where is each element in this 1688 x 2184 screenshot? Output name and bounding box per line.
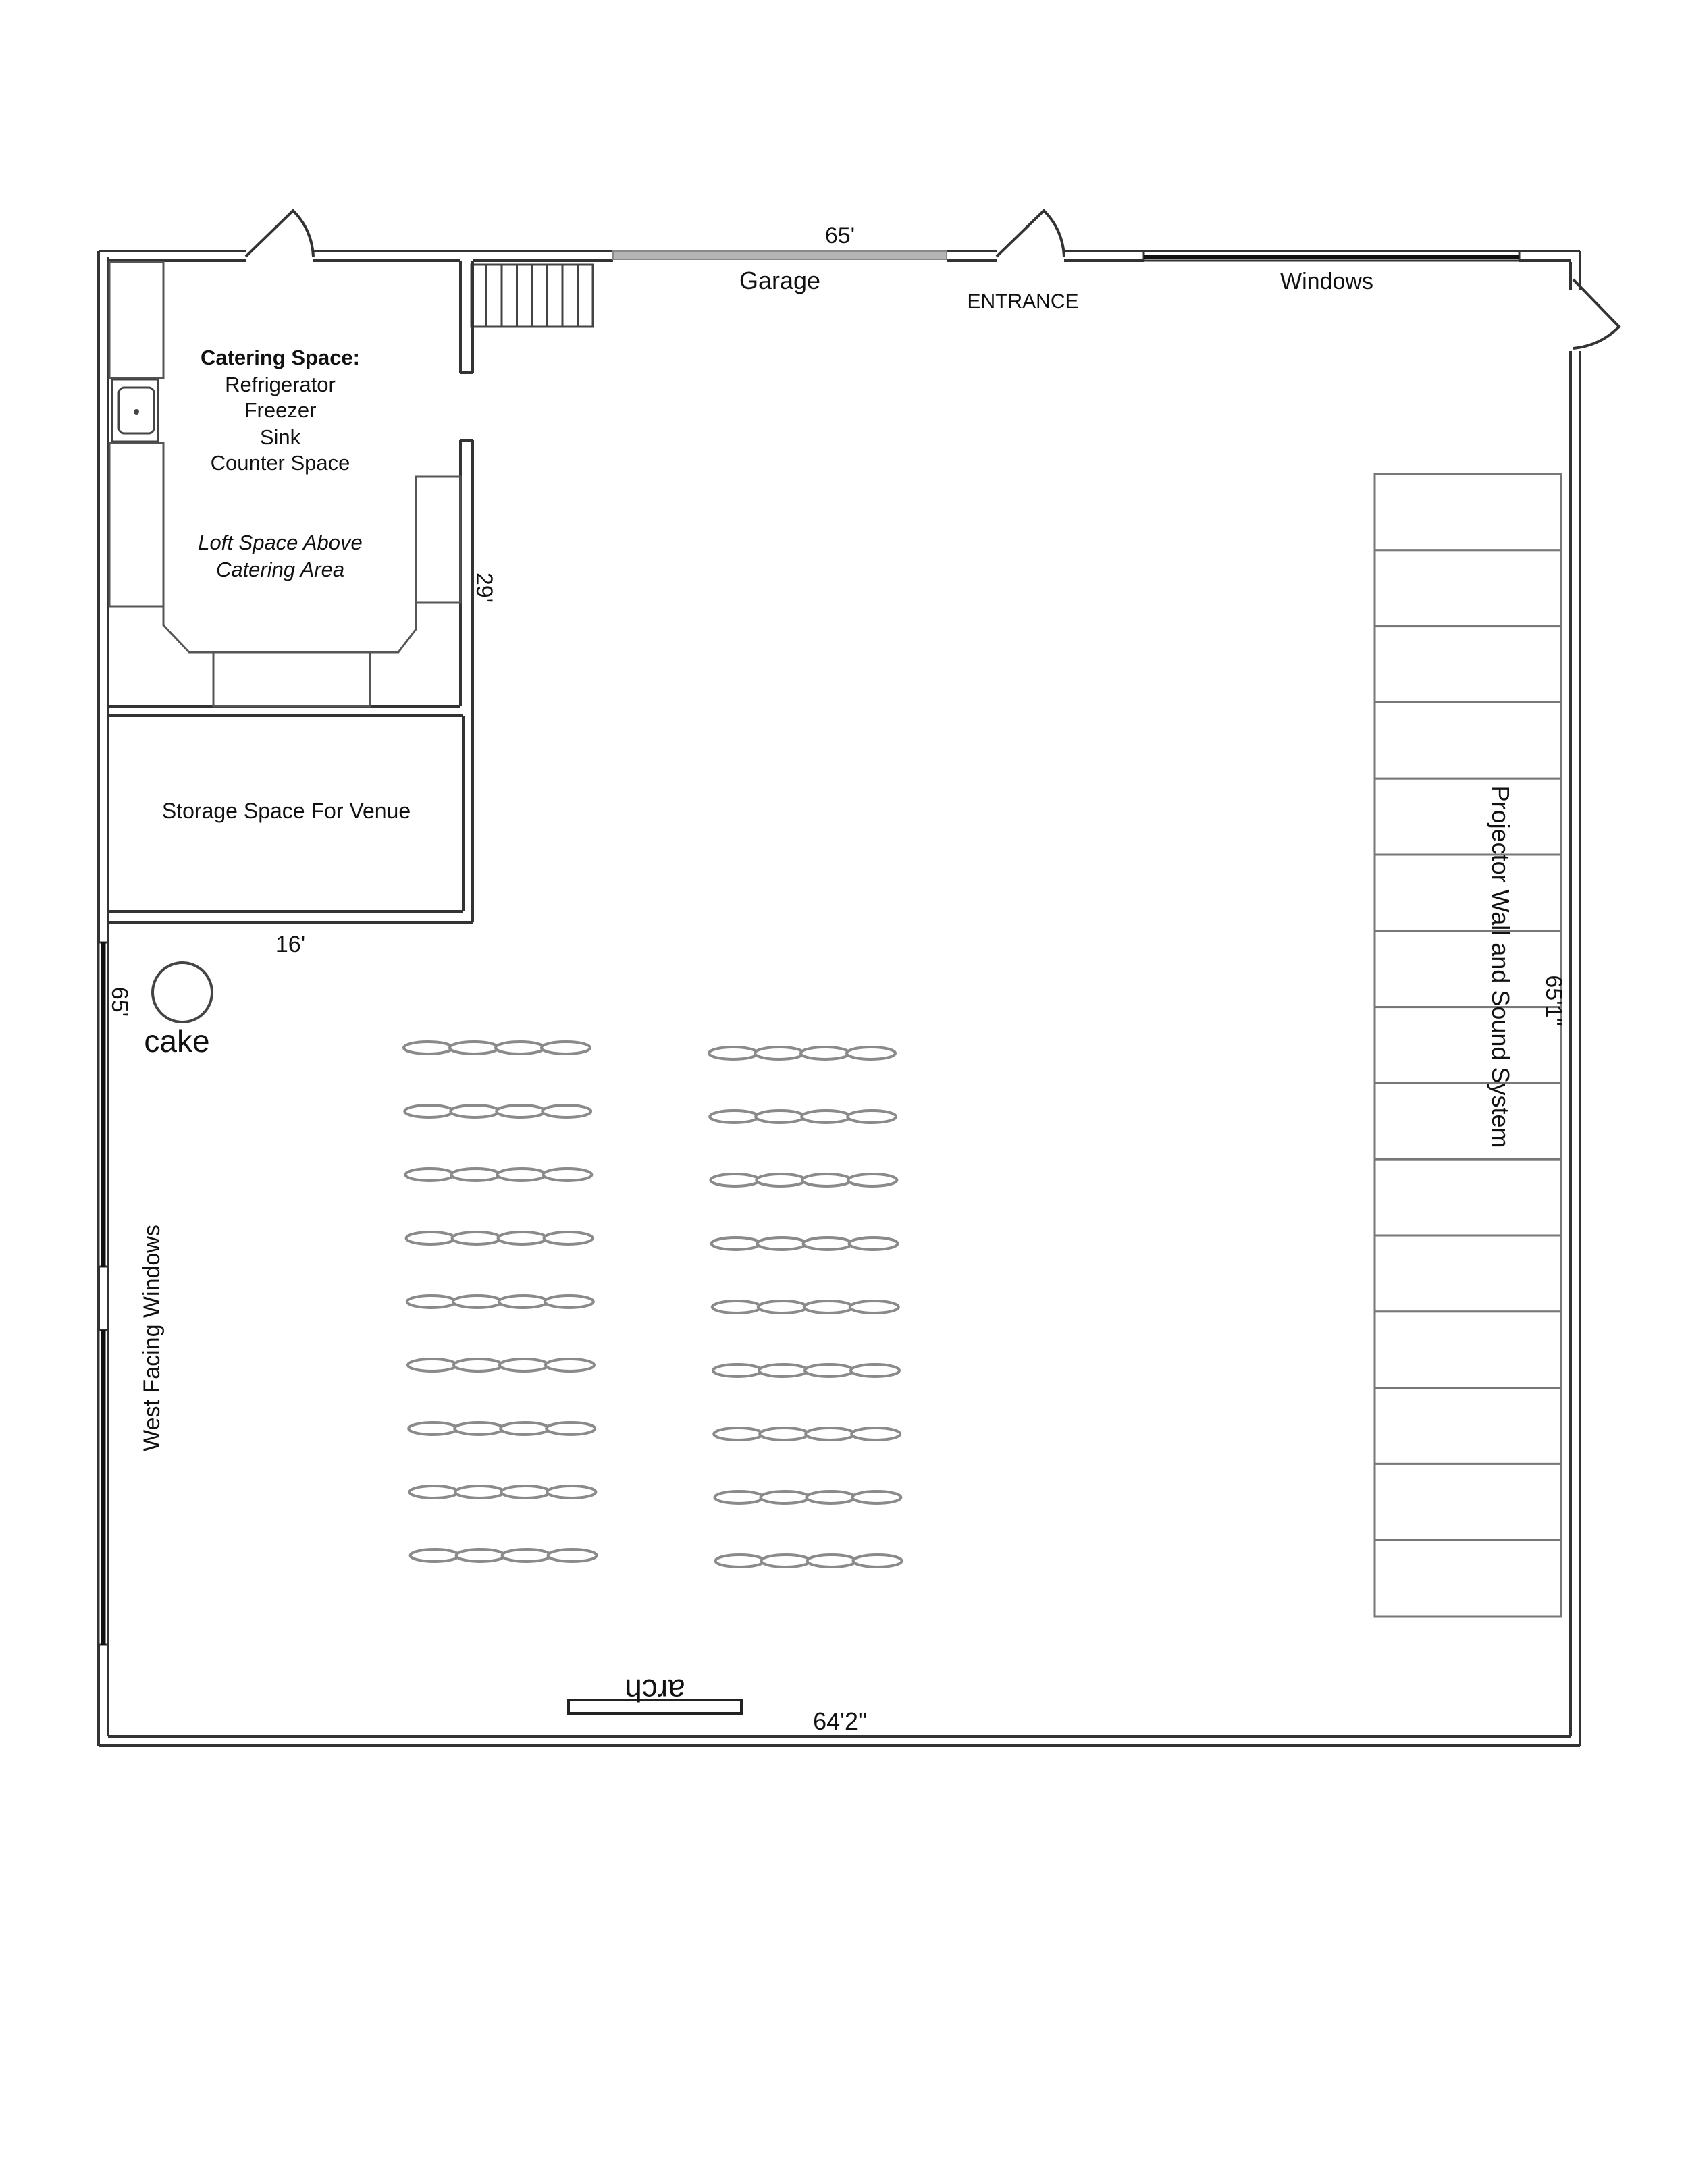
- projector-panel: [1375, 1007, 1561, 1084]
- door-icon: [246, 211, 313, 257]
- chair: [806, 1428, 854, 1440]
- chair: [710, 1111, 758, 1123]
- chair: [544, 1232, 593, 1244]
- chair: [714, 1491, 763, 1503]
- chair: [714, 1428, 762, 1440]
- chair: [804, 1301, 853, 1313]
- sink-icon: [112, 379, 158, 442]
- arch-label: arch: [625, 1673, 685, 1708]
- catering-item: Sink: [259, 425, 301, 449]
- chair: [450, 1042, 498, 1054]
- garage-label: Garage: [739, 267, 821, 294]
- chair: [758, 1301, 807, 1313]
- projector-wall: [1375, 474, 1561, 1616]
- storage-label: Storage Space For Venue: [161, 799, 411, 823]
- chair: [710, 1174, 759, 1186]
- west-windows-label: West Facing Windows: [139, 1225, 165, 1451]
- loft-label-line2: Catering Area: [215, 558, 345, 581]
- chair: [762, 1555, 810, 1567]
- projector-panel: [1375, 702, 1561, 778]
- catering-item: Freezer: [244, 398, 317, 422]
- chair: [542, 1105, 591, 1117]
- projector-label: Projector Wall and Sound System: [1487, 785, 1514, 1148]
- top-dimension-label: 65': [824, 223, 855, 248]
- chair: [760, 1491, 809, 1503]
- chair: [405, 1169, 454, 1181]
- bottom-dimension-label: 64'2": [813, 1707, 867, 1735]
- chair: [456, 1549, 505, 1562]
- chair: [802, 1174, 851, 1186]
- chair: [454, 1359, 502, 1371]
- chair: [849, 1237, 898, 1250]
- chair: [496, 1105, 545, 1117]
- chair: [496, 1042, 544, 1054]
- chair: [404, 1042, 452, 1054]
- projector-panel: [1375, 1312, 1561, 1388]
- chair: [500, 1359, 548, 1371]
- cake-table: [153, 963, 212, 1022]
- chair: [805, 1364, 853, 1377]
- chair: [806, 1491, 855, 1503]
- chair: [755, 1047, 803, 1059]
- chair: [499, 1296, 548, 1308]
- catering-item: Refrigerator: [225, 373, 336, 396]
- exterior-walls: [99, 251, 1580, 1746]
- chair: [851, 1428, 900, 1440]
- chair: [500, 1422, 549, 1435]
- chair: [404, 1105, 453, 1117]
- projector-panel: [1375, 627, 1561, 703]
- chair: [406, 1232, 455, 1244]
- projector-panel: [1375, 1159, 1561, 1235]
- entrance-door-icon: [997, 211, 1064, 257]
- catering-dimension-label: 29': [471, 572, 497, 603]
- chair: [548, 1549, 597, 1562]
- chair: [408, 1422, 457, 1435]
- catering-title: Catering Space:: [200, 346, 361, 369]
- chair: [497, 1169, 546, 1181]
- chair: [853, 1555, 902, 1567]
- chair: [498, 1232, 547, 1244]
- projector-panel: [1375, 778, 1561, 855]
- chair: [758, 1237, 806, 1250]
- chair: [452, 1232, 501, 1244]
- chair: [852, 1491, 901, 1503]
- chair: [716, 1555, 764, 1567]
- chair: [712, 1301, 761, 1313]
- projector-panel: [1375, 855, 1561, 931]
- chair: [546, 1359, 594, 1371]
- chair: [847, 1111, 896, 1123]
- windows-label: Windows: [1280, 269, 1373, 294]
- chair: [712, 1237, 760, 1250]
- stairs-icon: [471, 265, 593, 327]
- storage-dimension-label: 16': [275, 932, 306, 957]
- chair: [409, 1486, 458, 1498]
- chair: [454, 1422, 503, 1435]
- right-dimension-label: 65'1": [1541, 975, 1566, 1026]
- chair: [847, 1047, 895, 1059]
- projector-panel: [1375, 1388, 1561, 1464]
- chair: [411, 1549, 459, 1562]
- chair: [547, 1486, 596, 1498]
- chair: [713, 1364, 762, 1377]
- chair: [709, 1047, 758, 1059]
- chair: [848, 1174, 897, 1186]
- chair: [408, 1359, 456, 1371]
- chair: [502, 1549, 551, 1562]
- projector-panel: [1375, 474, 1561, 550]
- chair: [760, 1428, 808, 1440]
- chair: [451, 1169, 500, 1181]
- chair: [453, 1296, 502, 1308]
- projector-panel: [1375, 1235, 1561, 1312]
- chair: [542, 1042, 590, 1054]
- chair: [545, 1296, 594, 1308]
- chair: [756, 1174, 805, 1186]
- projector-panel: [1375, 1083, 1561, 1159]
- projector-panel: [1375, 1540, 1561, 1616]
- chair: [546, 1422, 595, 1435]
- projector-panel: [1375, 1464, 1561, 1540]
- left-dimension-label: 65': [107, 986, 132, 1017]
- catering-item: Counter Space: [210, 451, 350, 475]
- chair: [801, 1111, 850, 1123]
- chair: [759, 1364, 808, 1377]
- chair: [450, 1105, 499, 1117]
- top-windows: [1144, 251, 1519, 261]
- projector-panel: [1375, 931, 1561, 1007]
- chair: [850, 1301, 899, 1313]
- chair: [501, 1486, 550, 1498]
- chair: [407, 1296, 456, 1308]
- chair: [808, 1555, 856, 1567]
- chair: [756, 1111, 804, 1123]
- loft-label-line1: Loft Space Above: [198, 531, 363, 554]
- west-windows: [99, 942, 108, 1645]
- cake-label: cake: [144, 1023, 210, 1059]
- chair: [543, 1169, 591, 1181]
- garage-door: [613, 251, 947, 259]
- chair: [803, 1237, 852, 1250]
- projector-panel: [1375, 550, 1561, 627]
- chair: [851, 1364, 899, 1377]
- entrance-label: ENTRANCE: [967, 290, 1079, 313]
- chair: [801, 1047, 849, 1059]
- seating-area: [404, 1042, 902, 1567]
- chair: [455, 1486, 504, 1498]
